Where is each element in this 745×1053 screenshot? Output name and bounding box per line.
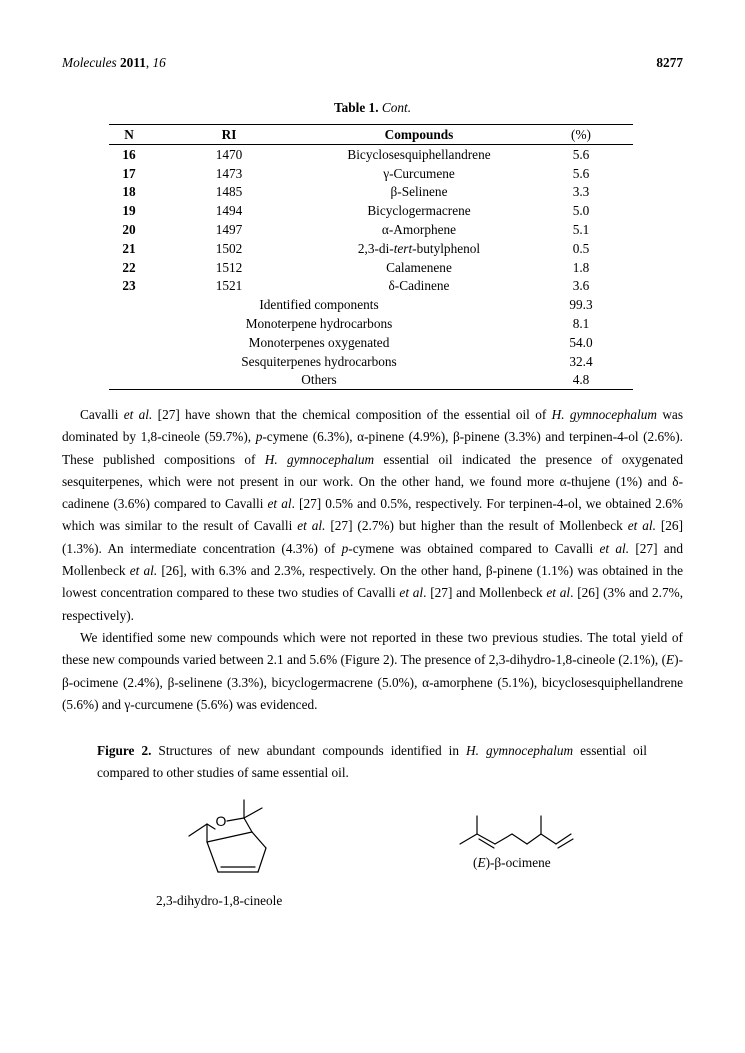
ocimene-structure [455,812,580,852]
col-header-ri: RI [149,125,309,145]
bond [207,824,215,829]
composition-table [109,124,633,390]
table-row: 21 1502 2,3-di-tert-butylphenol 0.5 [122,240,590,256]
paragraph-2: We identified some new compounds which were not reported in these two previous studies. The total yield of these new compounds varied between 2.1 and 5.6% (Figure 2). The presence of 2,3-dihydro-1,8-cineole (2.1%), (E)-β-ocimene (2.4%), β-selinene (3.3%), bicyclogermacrene (5.0%), α-amorphene (5.1%), bicyclosesquiphellandrene (5.6%) and γ-curcumene (5.6%) was evidenced. [62,629,683,712]
col-header-pct: (%) [529,125,633,145]
dihydrocineole-label: 2,3-dihydro-1,8-cineole [156,893,283,908]
summary-row: Others 4.8 [109,371,633,390]
bond [556,834,571,844]
table-row: 18 1485 β-Selinene 3.3 [122,184,590,200]
bond [541,834,556,844]
bond [258,848,266,872]
bond [207,832,252,842]
table-row: 19 1494 Bicyclogermacrene 5.0 [122,203,590,219]
summary-row: Sesquiterpenes hydrocarbons 32.4 [241,353,593,369]
summary-row: Identified components 99.3 [259,297,593,313]
table-caption: Table 1. Cont. [333,100,412,115]
summary-row: Monoterpenes oxygenated 54.0 [248,334,593,350]
dihydrocineole-structure [180,796,290,896]
oxygen-atom: O [215,813,227,829]
table-row: 22 1512 Calamenene 1.8 [122,259,590,275]
bond [252,832,266,848]
bond [479,839,494,848]
bond [207,842,218,872]
bond [244,808,262,818]
page-number: 8277 [656,55,683,70]
bond [495,834,512,844]
bond [189,824,207,836]
bond [227,818,244,821]
table-row: 20 1497 α-Amorphene 5.1 [122,222,590,238]
bond [558,839,573,848]
col-header-compounds: Compounds [309,125,529,145]
table-header-row [109,125,633,145]
table-row: 16 1470 Bicyclosesquiphellandrene 5.6 [122,146,590,162]
body-text [62,404,683,716]
bond [460,834,477,844]
col-header-n: N [109,125,149,145]
figure-caption: Figure 2. Structures of new abundant compounds identified in H. gymnocephalum essential oil compared to other studies of same essential oil. [97,743,647,780]
summary-row: Monoterpene hydrocarbons 8.1 [245,316,590,332]
bond [527,834,541,844]
table-row: 23 1521 δ-Cadinene 3.6 [122,278,590,294]
bond [512,834,527,844]
journal-citation: Molecules 2011, 16 [62,55,166,70]
paragraph-1: Cavalli et al. [27] have shown that the chemical composition of the essential oil of H. gymnocephalum was dominated by 1,8-cineole (59.7%), p-cymene (6.3%), α-pinene (4.9%), β-pinene (3.3%) and terpinen-4-ol (2.6%). These published compositions of H. gymnocephalum essential oil indicated the presence of oxygenated sesquiterpenes, which were not present in our work. On the other hand, we found more α-thujene (1%) and δ-cadinene (3.6%) compared to Cavalli et al. [27] 0.5% and 0.5%, respectively. For terpinen-4-ol, we obtained 2.6% which was similar to the result of Cavalli et al. [27] (2.7%) but higher than the result of Mollenbeck et al. [26] (1.3%). An intermediate concentration (4.3%) of p-cymene was obtained compared to Cavalli et al. [27] and Mollenbeck et al. [26], with 6.3% and 2.3%, respectively. On the other hand, β-pinene (1.1%) was obtained in the lowest concentration compared to these two studies of Cavalli et al. [27] and Mollenbeck et al. [26] (3% and 2.7%, respectively). [62,407,684,623]
page-header [62,55,683,73]
ocimene-label: (E)-β-ocimene [473,855,551,870]
table-row: 17 1473 γ-Curcumene 5.6 [122,165,590,181]
bond [244,818,252,832]
